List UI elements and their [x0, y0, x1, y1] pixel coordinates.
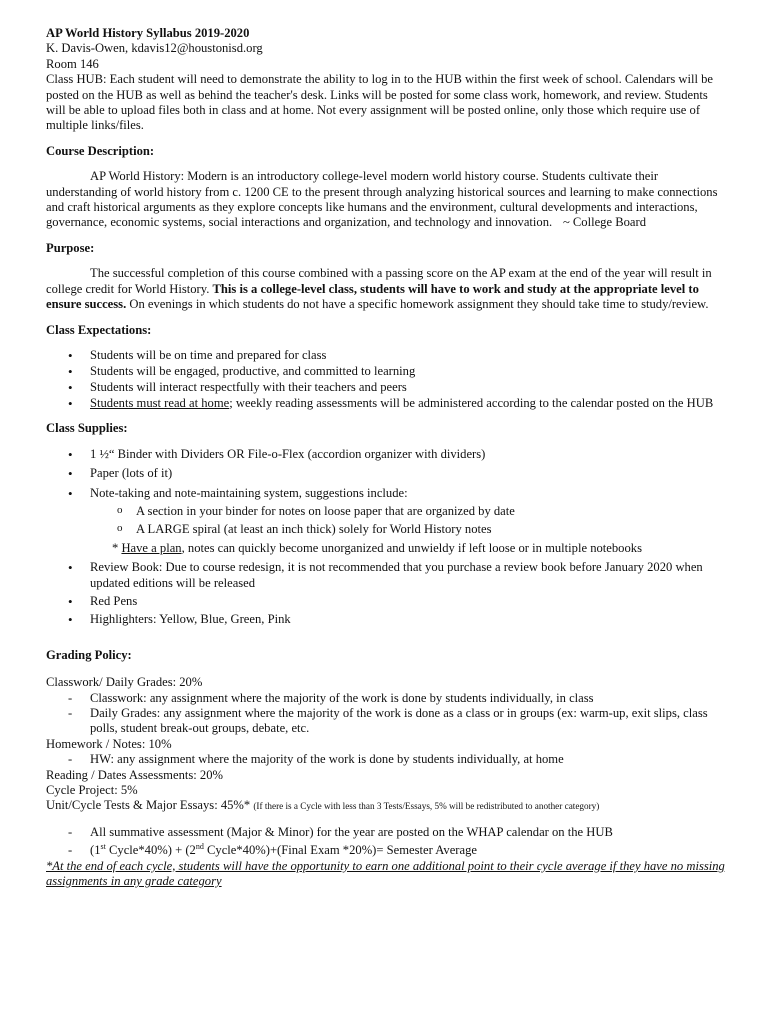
purpose-text-b: On evenings in which students do not have a specific homework assignment they should take time to study/review.	[126, 297, 709, 312]
purpose-heading: Purpose:	[46, 240, 95, 255]
document-title: AP World History Syllabus 2019-2020	[46, 26, 250, 40]
list-item	[90, 396, 730, 411]
list-item: - Daily Grades: any assignment where the majority of the work is done as a class or in groups (ex: warm-up, exit slips, class polls, student break-out groups, debate, etc.	[90, 706, 730, 737]
course-description-heading: Course Description:	[46, 143, 155, 158]
notetaking-sublist	[90, 504, 730, 538]
supplies-list	[46, 447, 730, 628]
formula-part-c: Cycle*40%)+(Final Exam *20%)= Semester Average	[203, 843, 477, 858]
notetaking-text: Note-taking and note-maintaining system, suggestions include:	[90, 485, 408, 500]
unit-tests-note: (If there is a Cycle with less than 3 Tests/Essays, 5% will be redistributed to another category)	[253, 801, 600, 812]
formula-part-b: Cycle*40%) + (2	[105, 843, 196, 858]
homework-header: Homework / Notes: 10%	[46, 736, 172, 751]
cycle-project: Cycle Project: 5%	[46, 783, 138, 798]
list-item: • Paper (lots of it)	[90, 466, 730, 481]
read-at-home-text: Students must read at home	[90, 395, 230, 410]
summative-list	[46, 825, 730, 859]
purpose-text-bold: This is a college-level class, students will have to work and study at the appropriate level to ensure success.	[46, 281, 699, 312]
list-item: - HW: any assignment where the majority of the work is done by students individually, at home	[90, 752, 730, 767]
list-item: • 1 ½“ Binder with Dividers OR File-o-Flex (accordion organizer with dividers)	[90, 447, 730, 462]
list-item: • Highlighters: Yellow, Blue, Green, Pink	[90, 612, 730, 627]
reading-assessments: Reading / Dates Assessments: 20%	[46, 767, 223, 782]
syllabus-header	[46, 26, 730, 134]
list-item: • Review Book: Due to course redesign, it is not recommended that you purchase a review book before January 2020 when updated editions will be released	[90, 560, 730, 591]
classwork-list	[46, 691, 730, 737]
supplies-heading: Class Supplies:	[46, 421, 128, 436]
list-item: • Students will be on time and prepared for class	[90, 348, 730, 363]
class-hub-text: Class HUB: Each student will need to demonstrate the ability to log in to the HUB within the first week of school. Calendars will be posted on the HUB as well as behind the teacher's desk. Links will be posted for some class work, homework, and review. Students will be able to upload files both in class and at home. Not every assignment will be posted online, only those which require use of multiple links/files.	[46, 72, 714, 133]
reading-assessment-text: ; weekly reading assessments will be administered according to the calendar posted on the HUB	[229, 395, 714, 410]
unit-tests-text: Unit/Cycle Tests & Major Essays: 45%*	[46, 798, 254, 813]
list-item: • Students will interact respectfully with their teachers and peers	[90, 380, 730, 395]
plan-rest: , notes can quickly become unorganized and unwieldy if left loose or in multiple notebooks	[181, 540, 642, 555]
list-item: o A section in your binder for notes on loose paper that are organized by date	[136, 504, 730, 519]
formula-part-a: (1	[90, 843, 101, 858]
unit-tests	[46, 798, 730, 814]
list-item: - All summative assessment (Major & Minor) for the year are posted on the WHAP calendar on the HUB	[90, 825, 730, 840]
purpose-text-a: The successful completion of this course combined with a passing score on the AP exam at the end of the year will result in college credit for World History.	[46, 266, 712, 296]
homework-list	[46, 752, 730, 767]
extra-point-note: *At the end of each cycle, students will have the opportunity to earn one additional point to their cycle average if they have no missing assignments in any grade category	[46, 858, 725, 889]
room-number: Room 146	[46, 56, 99, 71]
list-item	[90, 486, 730, 557]
list-item: - Classwork: any assignment where the majority of the work is done by students individually, in class	[90, 691, 730, 706]
formula-sup-1: st	[100, 842, 106, 852]
classwork-header: Classwork/ Daily Grades: 20%	[46, 675, 203, 690]
plan-underlined: Have a plan	[121, 540, 182, 555]
purpose-text	[46, 266, 730, 312]
list-item: • Students will be engaged, productive, and committed to learning	[90, 364, 730, 379]
plan-note	[90, 541, 730, 556]
plan-prefix: *	[112, 540, 122, 555]
expectations-list	[46, 348, 730, 411]
teacher-contact: K. Davis-Owen, kdavis12@houstonisd.org	[46, 41, 263, 56]
course-description-body: AP World History: Modern is an introductory college-level modern world history course. Students cultivate their understanding of world history from c. 1200 CE to the present through analyzing historical sources and learning to make connections and craft historical arguments as they explore concepts like humans and the environment, cultural developments and interactions, governance, economic systems, social interactions and organization, and technology and innovation.	[46, 169, 718, 230]
college-board-attribution: ~ College Board	[562, 215, 646, 230]
list-item: o A LARGE spiral (at least an inch thick) solely for World History notes	[136, 522, 730, 537]
semester-formula	[90, 843, 730, 858]
expectations-heading: Class Expectations:	[46, 322, 152, 337]
list-item: • Red Pens	[90, 594, 730, 609]
formula-sup-2: nd	[195, 842, 204, 852]
grading-heading: Grading Policy:	[46, 647, 132, 662]
